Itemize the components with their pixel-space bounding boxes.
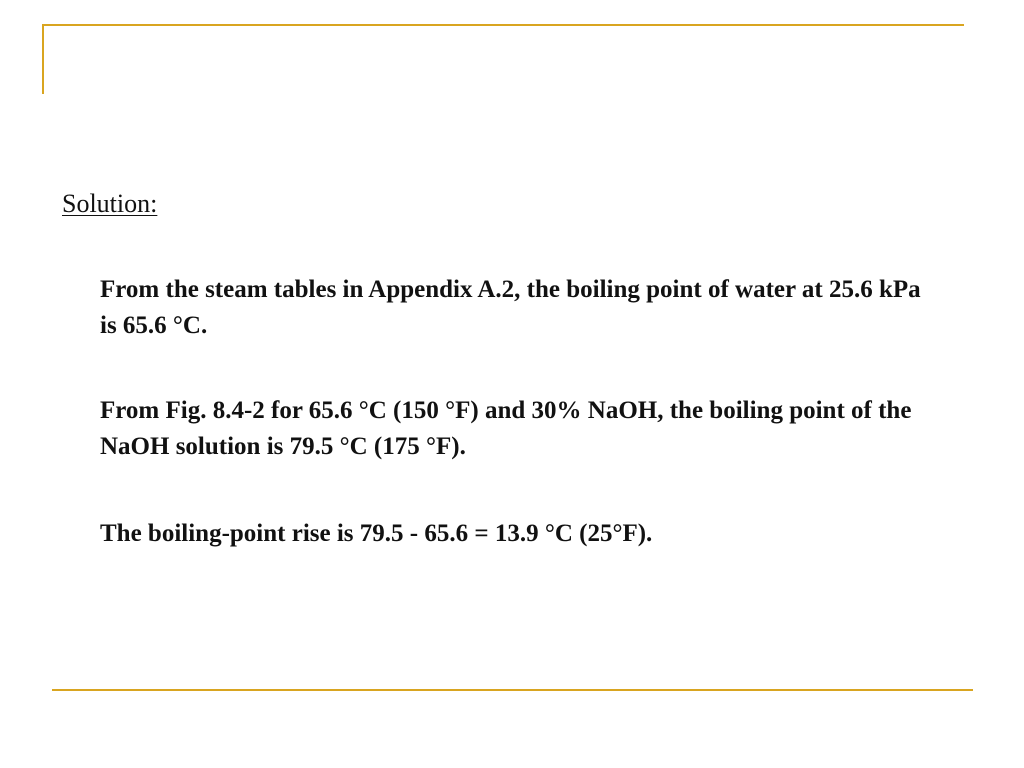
paragraph-steam-tables: From the steam tables in Appendix A.2, the boiling point of water at 25.6 kPa is 65.6 °C. [100, 276, 921, 339]
bottom-divider [52, 689, 973, 691]
solution-heading: Solution: [62, 189, 158, 218]
paragraph-naoh-boiling-point: From Fig. 8.4-2 for 65.6 °C (150 °F) and 30% NaOH, the boiling point of the NaOH solution is 79.5 °C (175 °F). [100, 397, 912, 460]
top-divider [42, 24, 964, 26]
left-accent-bar [42, 24, 44, 94]
paragraph-boiling-point-rise: The boiling-point rise is 79.5 - 65.6 = 13.9 °C (25°F). [100, 520, 653, 547]
